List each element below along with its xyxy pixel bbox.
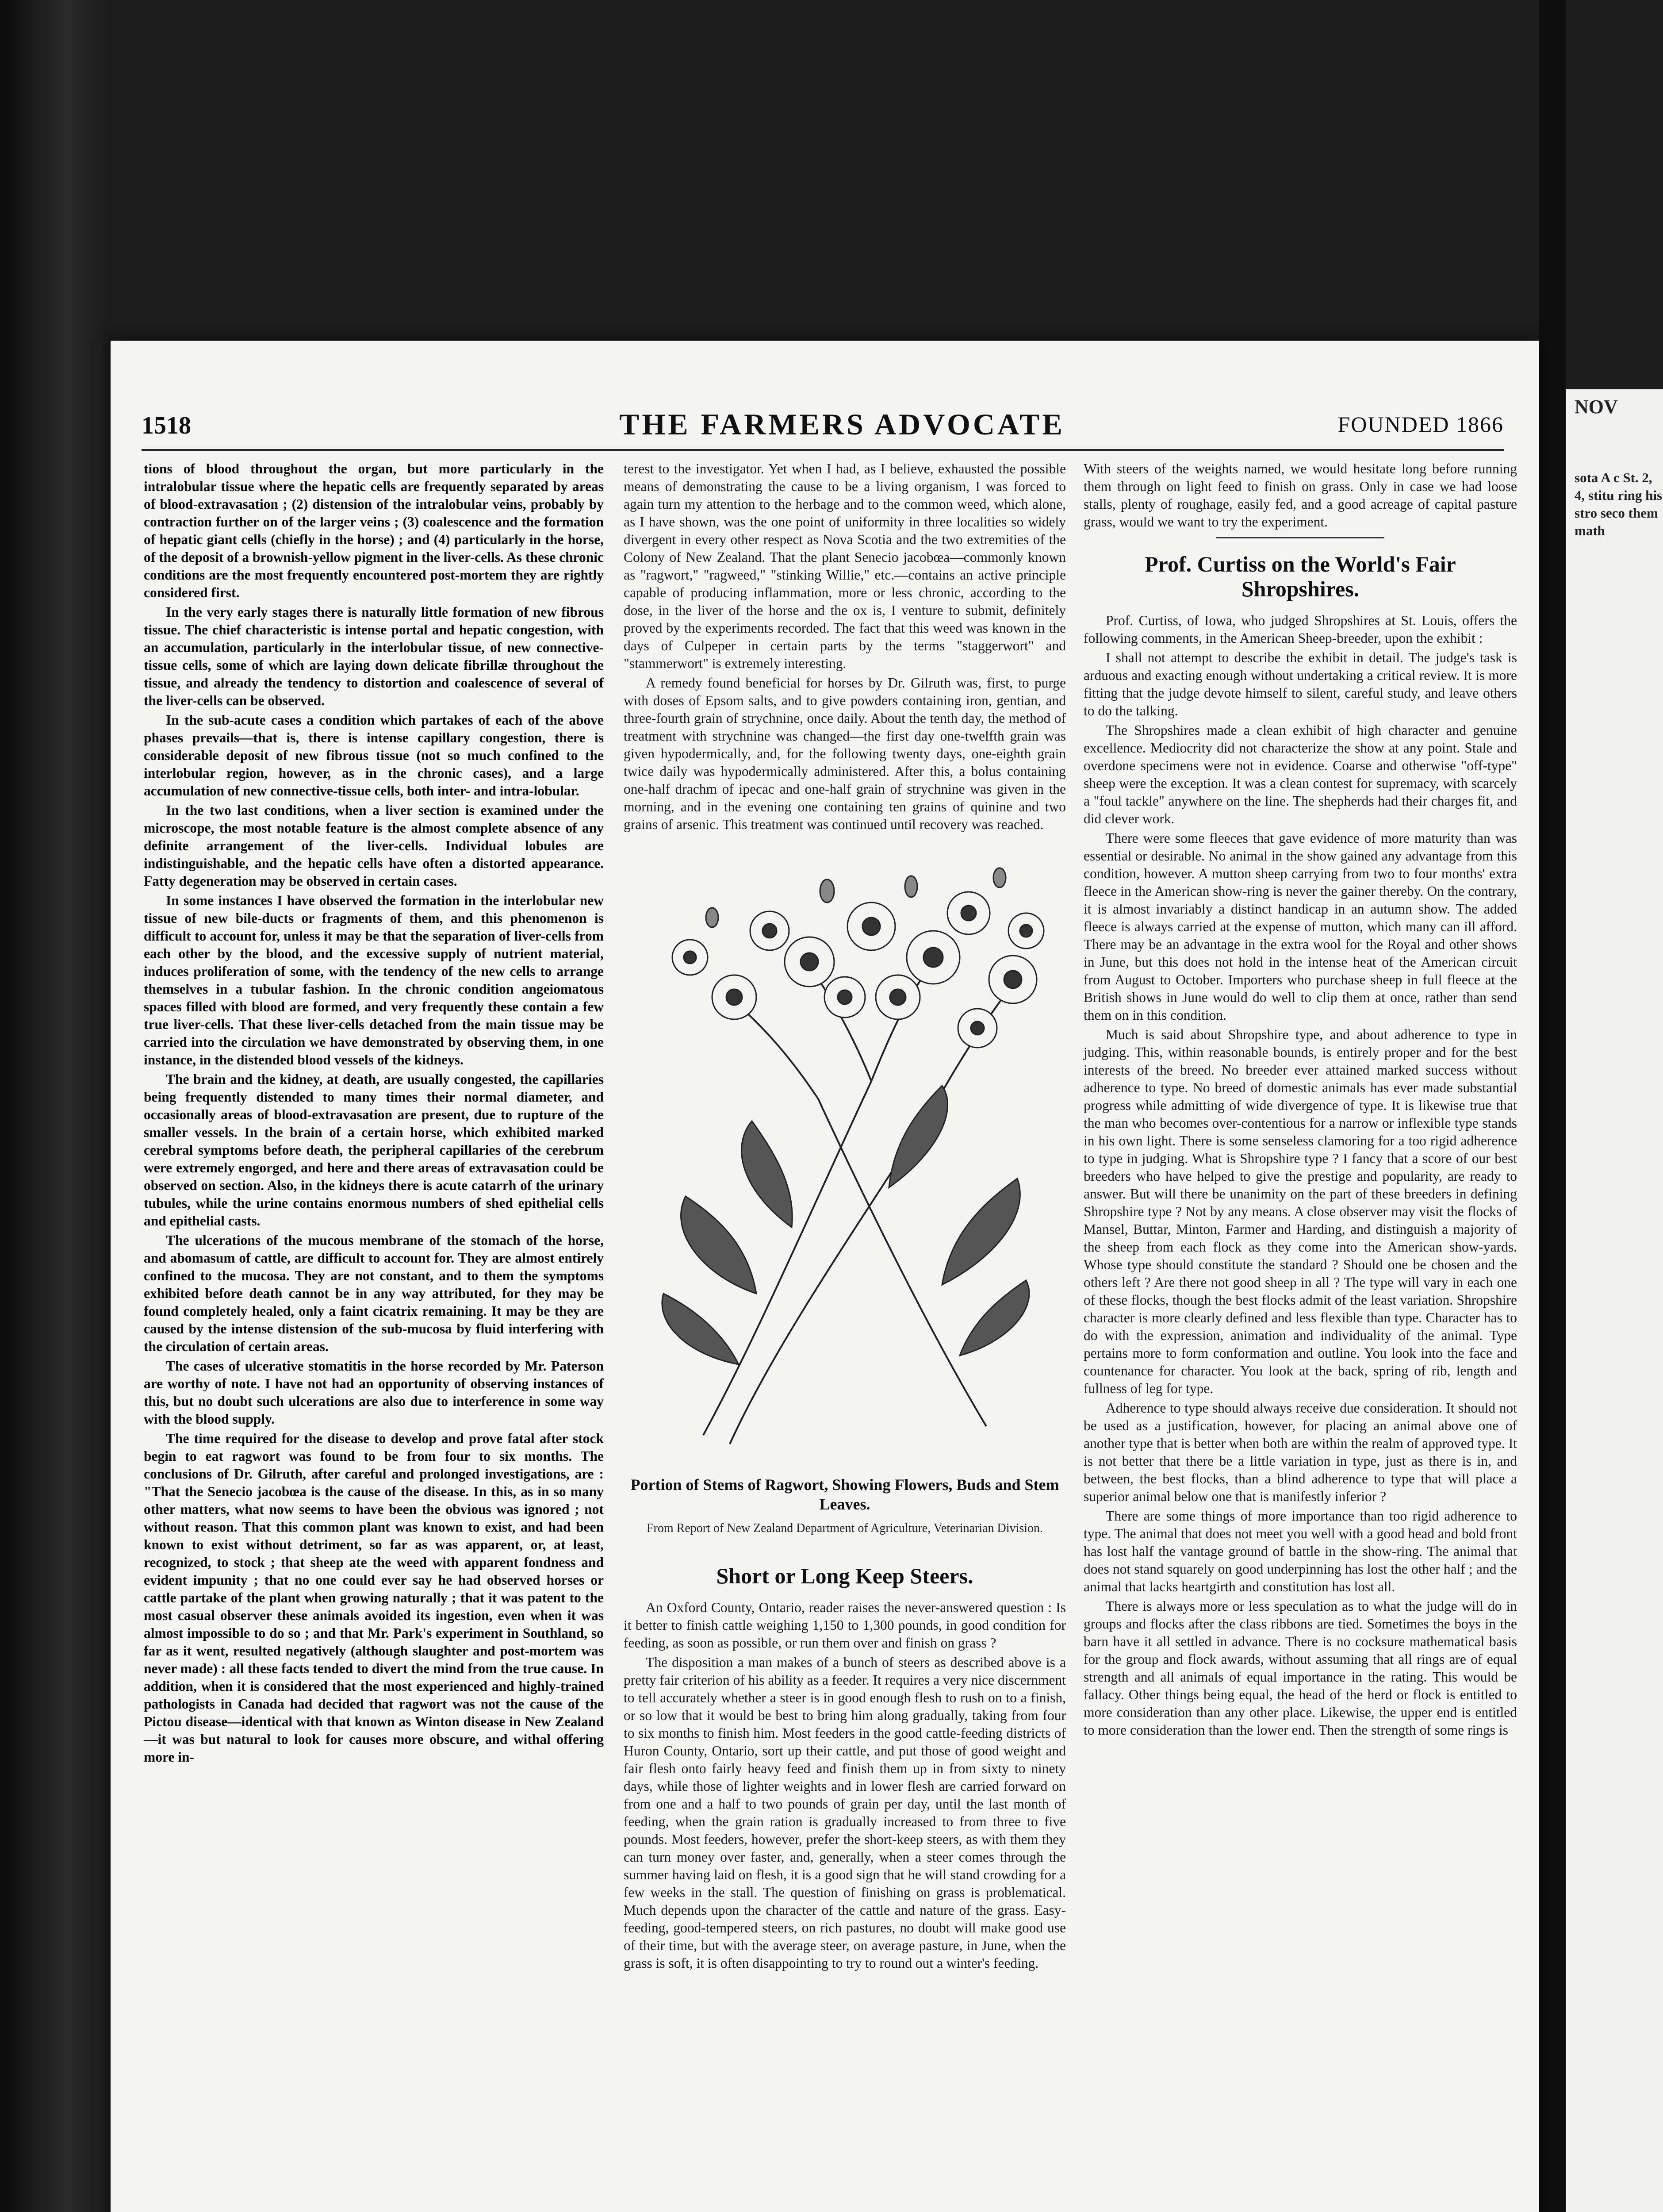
adjacent-page-text: sota A c St. 2, 4, stitu ring his stro seco them math xyxy=(1575,470,1663,538)
scan-gutter xyxy=(1539,0,1566,2212)
figure-credit: From Report of New Zealand Department of Agriculture, Veterinarian Division. xyxy=(646,1521,1043,1535)
founded-label: FOUNDED 1866 xyxy=(1337,412,1504,437)
paragraph: Prof. Curtiss, of Iowa, who judged Shropshires at St. Louis, offers the following comments, in the American Sheep-breeder, upon the exhibit : xyxy=(1084,613,1517,646)
paragraph: Much is said about Shropshire type, and about adherence to type in judging. This, within reasonable bounds, is entirely proper and for the best interests of the breed. No breeder ever attained marked success without adherence to type. No breed of domestic animals has ever made substantial progress while admitting of wide divergence of type. It is likewise true that the man who becomes over-contentious for a narrow or inflexible type stands in his own light. There is some senseless clamoring for a too rigid adherence to type in judging. What is Shropshire type ? I fancy that a score of our best breeders who have helped to give the prestige and popularity, are ready to answer. But will there be unanimity on the part of these breeders in defining Shropshire type ? Not by any means. A close observer may visit the flocks of Mansel, Buttar, Minton, Farmer and Harding, and distinguish a majority of the sheep from each flock as they come into the American show-yards. Whose type should constitute the standard ? Should one be chosen and the others left ? Are there not good sheep in all ? The type will vary in each one of these flocks, though the best flocks admit of the least variation. Shropshire character is more clearly defined and less flexible than type. Character has to do with the expression, animation and individuality of the animal. Type pertains more to form conformation and outline. You look into the face and countenance for character. You look at the back, spring of rib, length and fullness of leg for type. xyxy=(1084,1027,1517,1396)
ragwort-illustration xyxy=(624,851,1066,1471)
adjacent-page-header: NOV xyxy=(1575,396,1618,418)
paragraph: Adherence to type should always receive due consideration. It should not be used as a justification, however, for placing an animal above one of another type that is better when both are within the realm of approved type. It is not better that there be a little variation in type, just as there is in, and between, the best flocks, than a blind adherence to type that will place a superior animal below one that is manifestly inferior ? xyxy=(1084,1400,1517,1504)
paragraph: I shall not attempt to describe the exhibit in detail. The judge's task is arduous and exacting enough without undertaking a critical review. It is more fitting that the judge devote himself to silent, careful study, and leave others to do the talking. xyxy=(1084,650,1517,718)
column-3 xyxy=(1084,460,1517,1741)
steers-heading: Short or Long Keep Steers. xyxy=(716,1563,973,1588)
paragraph: A remedy found beneficial for horses by Dr. Gilruth was, first, to purge with doses of Epsom salts, and to give powders containing iron, gentian, and three-fourth grain of strychnine, once daily. About the tenth day, the method of treatment with strychnine was changed—the first day one-twelfth grain was given hypodermically, and, for the following twenty days, one-eighth grain twice daily was hypodermically administered. After this, a bolus containing one-half drachm of ipecac and one-half grain of strychnine was given in the morning, and in the evening one containing ten grains of quinine and two grains of arsenic. This treatment was continued until recovery was reached. xyxy=(624,675,1066,832)
header-rule xyxy=(142,449,1504,451)
figure-caption: Portion of Stems of Ragwort, Showing Flowers, Buds and Stem Leaves. xyxy=(630,1476,1059,1513)
scan-margin-left xyxy=(0,0,111,2212)
paragraph: In the sub-acute cases a condition which partakes of each of the above phases prevails—that is, there is intense capillary congestion, there is considerable deposit of new fibrous tissue (not so much confined to the interlobular region, however, as in the chronic cases), and a large accumulation of new connective-tissue cells, both inter- and intra-lobular. xyxy=(144,712,604,799)
paragraph: The disposition a man makes of a bunch of steers as described above is a pretty fair criterion of his ability as a feeder. It requires a very nice discernment to tell accurately whether a steer is in good enough flesh to rush on to a finish, or so low that it would be best to bring him along gradually, taking from four to six months to finish him. Most feeders in the good cattle-feeding districts of Huron County, Ontario, sort up their cattle, and put those of good weight and fair flesh onto fairly heavy feed and finish them up in from sixty to ninety days, while those of lighter weights and in lower flesh are carried forward on from one and a half to two pounds of grain per day, until the last month of feeding, when the grain ration is gradually increased to from three to five pounds. Most feeders, however, prefer the short-keep steers, as with them they can turn money over faster, and, generally, when a steer comes through the summer having laid on flesh, it is a good sign that he will stand crowding for a few weeks in the stall. The question of finishing on grass is problematical. Much depends upon the character of the cattle and nature of the grass. Easy-feeding, good-tempered steers, on rich pastures, no doubt will make good use of their time, but with the average steer, on average pasture, in June, when the grass is soft, it is often disappointing to try to round out a winter's feeding. xyxy=(624,1655,1066,1971)
column-2 xyxy=(624,460,1066,1974)
paragraph: An Oxford County, Ontario, reader raises the never-answered question : Is it better to finish cattle weighing 1,150 to 1,300 pounds, in good condition for feeding, as soon as possible, or run them over and finish on grass ? xyxy=(624,1600,1066,1651)
paragraph: There were some fleeces that gave evidence of more maturity than was essential or desirable. No animal in the show gained any advantage from this condition, however. A mutton sheep carrying from two to four months' extra fleece in the American show-ring is never the gainer thereby. On the contrary, it is almost invariably a distinct handicap in an autumn show. The added fleece is always carried at the expense of mutton, which many can ill afford. There may be an advantage in the extra wool for the Royal and other shows in June, but this does not hold in the intense heat of the American circuit from August to October. Importers who purchase sheep in full fleece at the British shows in June would do well to clip them at once, rather than send them on in this condition. xyxy=(1084,830,1517,1023)
paragraph: terest to the investigator. Yet when I had, as I believe, exhausted the possible means of demonstrating the cause to be a living organism, I was forced to again turn my attention to the herbage and to the common weed, which alone, as I have shown, was the one point of uniformity in three localities so widely divergent in every other respect as Nova Scotia and the two extremities of the Colony of New Zealand. That the plant Senecio jacobœa—commonly known as "ragwort," "ragweed," "stinking Willie," etc.—contains an active principle capable of producing inflammation, more or less chronic, according to the dose, in the liver of the horse and the ox is, I venture to submit, definitely proved by the experiments recorded. The fact that this weed was known in the days of Culpeper in certain parts by the terms "staggerwort" and "stammerwort" is extremely interesting. xyxy=(624,461,1066,671)
paragraph: There are some things of more importance than too rigid adherence to type. The animal that does not meet you well with a good head and bold front has lost half the vantage ground of battle in the show-ring. The animal that does not stand squarely on good underpinning has lost the other half ; and the animal that lacks heartgirth and constitution has lost all. xyxy=(1084,1508,1517,1594)
adjacent-page-fragment xyxy=(1566,389,1663,2212)
paragraph: The cases of ulcerative stomatitis in the horse recorded by Mr. Paterson are worthy of note. I have not had an opportunity of observing instances of this, but no doubt such ulcerations are also due to interference in some way with the blood supply. xyxy=(144,1358,604,1427)
page-header xyxy=(142,407,1521,447)
paragraph: In some instances I have observed the formation in the interlobular new tissue of new bile-ducts or fragments of them, and this phenomenon is difficult to account for, unless it may be that the separation of liver-cells from each other by the blood, and the excessive supply of nutrient material, induces proliferation of some, with the tendency of the new cells to arrange themselves in a tubular fashion. In the chronic condition angeiomatous spaces filled with blood are formed, and very frequently these contain a few true liver-cells. That these liver-cells detached from the main tissue may be carried into the circulation we have demonstrated by observing them, in one instance, in the distended blood vessels of the kidneys. xyxy=(144,893,604,1068)
ragwort-figure xyxy=(624,851,1066,1550)
paragraph: The brain and the kidney, at death, are usually congested, the capillaries being frequently distended to many times their normal diameter, and occasionally areas of blood-extravasation are present, due to rupture of the smaller vessels. In the brain of a certain horse, which exhibited marked cerebral symptoms before death, the peripheral capillaries of the cerebrum were extremely engorged, and here and there areas of extravasation could be observed on section. Also, in the kidneys there is acute catarrh of the urinary tubules, while the urine contains enormous numbers of shed epithelial cells and epithelial casts. xyxy=(144,1071,604,1229)
paragraph: tions of blood throughout the organ, but more particularly in the intralobular tissue where the hepatic cells are frequently separated by areas of blood-extravasation ; (2) distension of the intralobular veins, probably by contraction further on of the larger veins ; (3) coalescence and the formation of hepatic giant cells (chiefly in the horse) ; and (4) particularly in the horse, of the deposit of a brownish-yellow pigment in the liver-cells. As these chronic conditions are the most frequently encountered post-mortem they are rightly considered first. xyxy=(144,461,604,600)
page-number: 1518 xyxy=(142,412,191,439)
curtiss-heading: Prof. Curtiss on the World's Fair Shropshires. xyxy=(1145,552,1456,601)
paragraph: The time required for the disease to develop and prove fatal after stock begin to eat ragwort was found to be from four to six months. The conclusions of Dr. Gilruth, after careful and prolonged investigations, are : "That the Senecio jacobœa is the cause of the disease. In this, as in so many other matters, what now seems to have been the obvious was ignored ; not without reason. That this common plant was known to exist, and had been known to exist without detriment, so far as was apparent, or, at least, recognized, to stock ; that sheep ate the weed with apparent fondness and evident impunity ; that no one could ever say he had observed horses or cattle partake of the plant when growing naturally ; that it was patent to the most casual observer these animals avoided its ingestion, even when it was almost impossible to do so ; and that Mr. Park's experiment in Southland, so far as it went, resulted negatively (although slaughter and post-mortem was never made) : all these facts tended to divert the mind from the true cause. In addition, when it is considered that the most experienced and highly-trained pathologists in Canada had decided that ragwort was not the cause of the Pictou disease—identical with that known as Winton disease in New Zealand—it was but natural to look for causes more obscure, and withal offering more in- xyxy=(144,1431,604,1765)
paragraph: There is always more or less speculation as to what the judge will do in groups and flocks after the class ribbons are tied. Sometimes the boys in the barn have it all settled in advance. There is no cocksure mathematical basis for the group and flock awards, without assuming that all rings are of equal strength and all animals of equal importance in the rating. This would be fallacy. Other things being equal, the head of the herd or flock is entitled to more consideration than any other place. Likewise, the upper end is entitled to more consideration than the lower end. Then the strength of some rings is xyxy=(1084,1598,1517,1738)
paragraph: In the two last conditions, when a liver section is examined under the microscope, the most notable feature is the almost complete absence of any definite arrangement of the liver-cells. Individual lobules are indistinguishable, and the hepatic cells have often a distorted appearance. Fatty degeneration may be observed in certain cases. xyxy=(144,803,604,889)
section-rule xyxy=(1216,537,1384,538)
paragraph: The Shropshires made a clean exhibit of high character and genuine excellence. Mediocrity did not characterize the show at any point. Stale and overdone specimens were not in evidence. Coarse and otherwise "off-type" sheep were the exception. It was a clean contest for supremacy, with scarcely a "foul tackle" anywhere on the line. The shepherds had their charges fit, and did clever work. xyxy=(1084,722,1517,826)
paragraph: The ulcerations of the mucous membrane of the stomach of the horse, and abomasum of cattle, are difficult to account for. They are almost entirely confined to the mucosa. They are not constant, and to them the symptoms exhibited before death cannot be in any way attributed, for they may be found completely healed, only a faint cicatrix remaining. It may be they are caused by the intense distension of the sub-mucosa by fluid interfering with the circulation of certain areas. xyxy=(144,1233,604,1354)
paragraph: In the very early stages there is naturally little formation of new fibrous tissue. The chief characteristic is intense portal and hepatic congestion, with an accumulation, particularly in the interlobular tissue, of new connective-tissue cells, some of which are laying down delicate fibrillæ throughout the tissue, and already the tendency to distortion and coalescence of several of the liver-cells can be observed. xyxy=(144,604,604,708)
column-1 xyxy=(144,460,604,1768)
newspaper-page xyxy=(111,341,1539,2212)
publication-title: THE FARMERS ADVOCATE xyxy=(619,407,1065,441)
paragraph: With steers of the weights named, we would hesitate long before running them through on light feed to finish on grass. Only in case we had loose stalls, plenty of roughage, easily fed, and a good acreage of capital pasture grass, would we want to try the experiment. xyxy=(1084,461,1517,530)
